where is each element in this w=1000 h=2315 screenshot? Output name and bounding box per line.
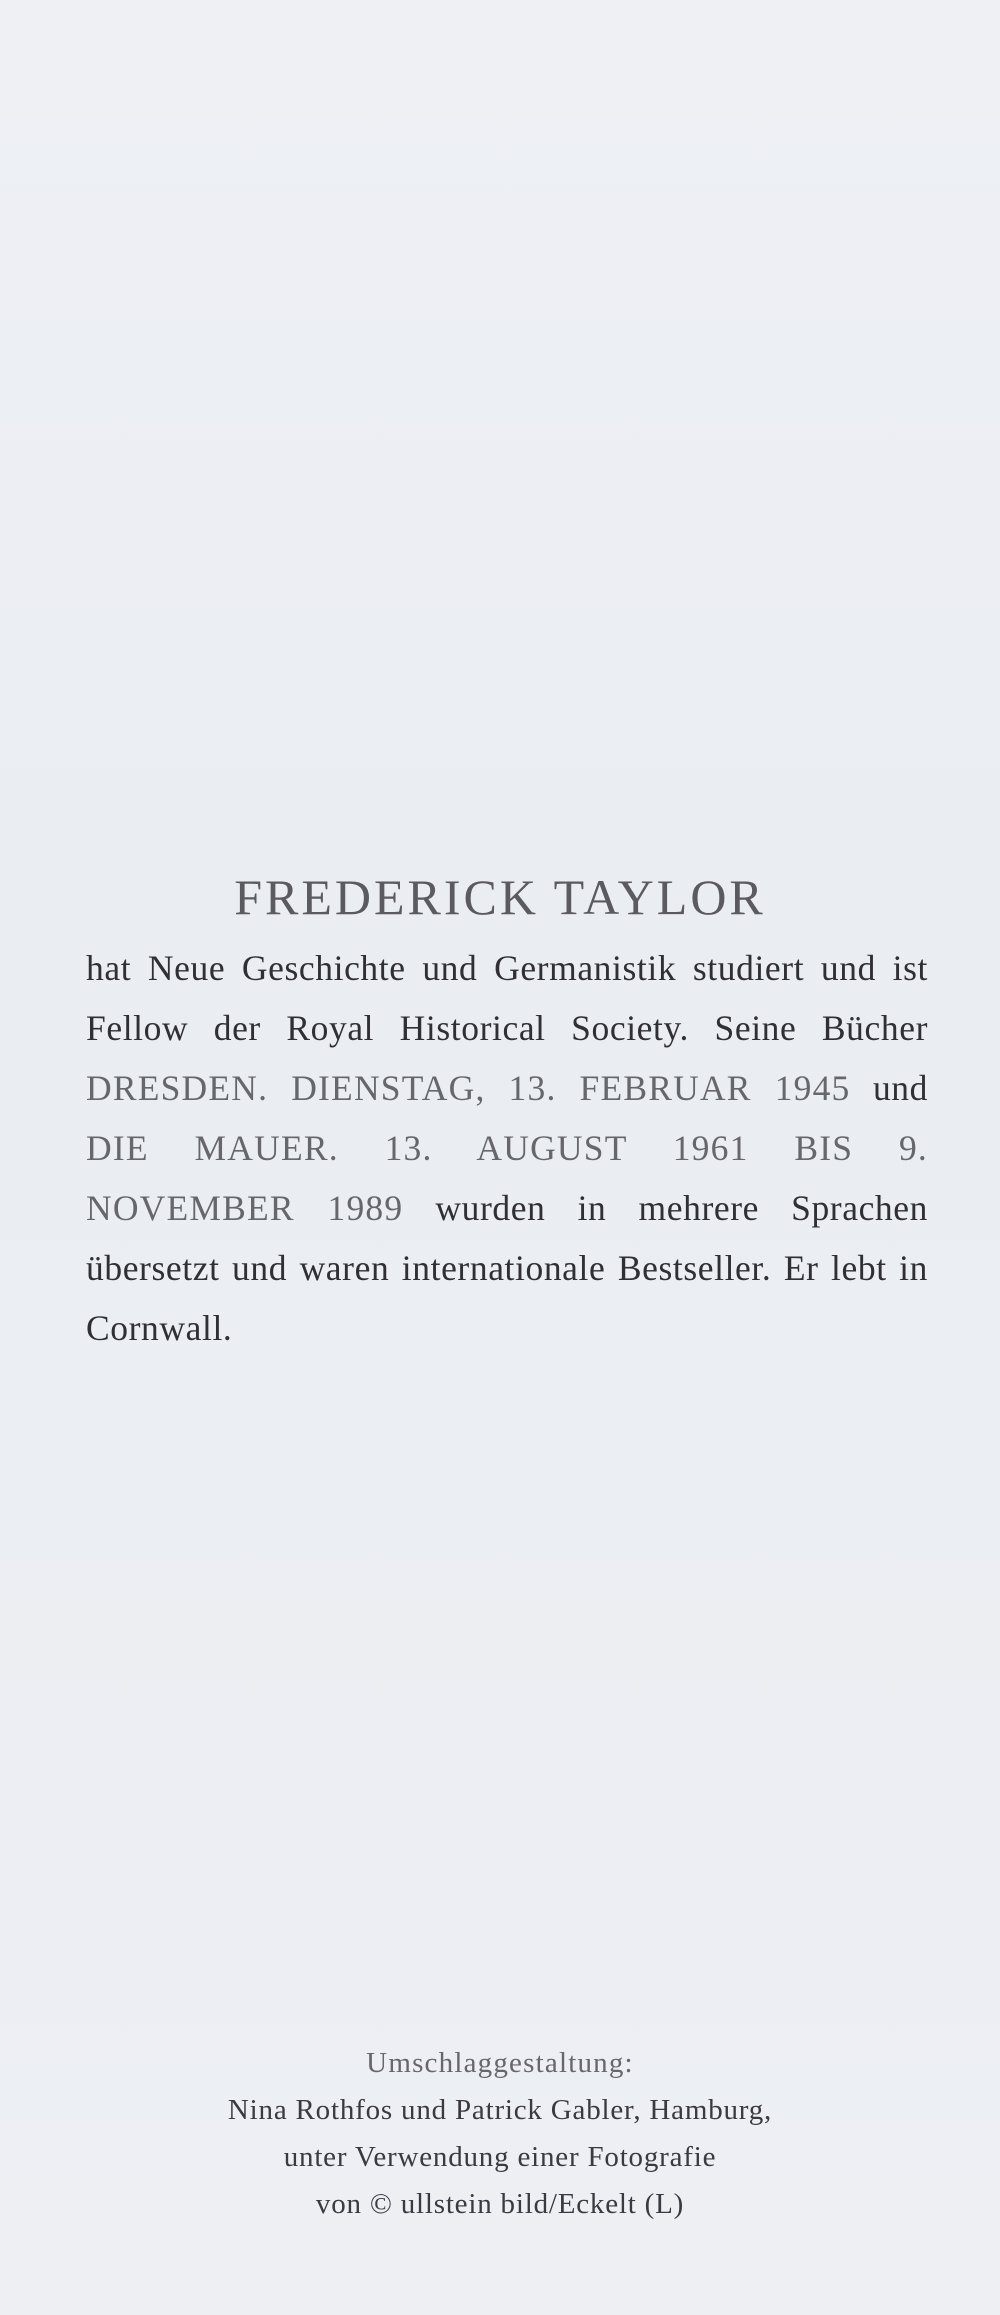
cover-credits	[0, 2040, 1000, 2228]
credits-heading: Umschlaggestaltung:	[366, 2047, 634, 2079]
bio-text-intro: hat Neue Geschichte und Germanistik studiert und ist Fellow der Royal Historical Society. Seine Bücher	[86, 948, 928, 1048]
bio-text-conjunction: und	[850, 1068, 928, 1108]
author-bio	[86, 938, 928, 1358]
book-title-die-mauer: DIE MAUER. 13. AUGUST 1961 BIS 9. NOVEMBER 1989	[86, 1128, 928, 1228]
bio-text-outro: wurden in mehrere Sprachen übersetzt und waren internationale Bestseller. Er lebt in Cornwall.	[86, 1188, 928, 1348]
credits-photo-note: unter Verwendung einer Fotografie	[283, 2141, 717, 2173]
book-title-dresden: DRESDEN. DIENSTAG, 13. FEBRUAR 1945	[86, 1068, 851, 1108]
credits-photo-source: von © ullstein bild/Eckelt (L)	[315, 2188, 685, 2220]
credits-designers: Nina Rothfos und Patrick Gabler, Hamburg,	[227, 2094, 773, 2126]
author-name: FREDERICK TAYLOR	[234, 869, 766, 925]
